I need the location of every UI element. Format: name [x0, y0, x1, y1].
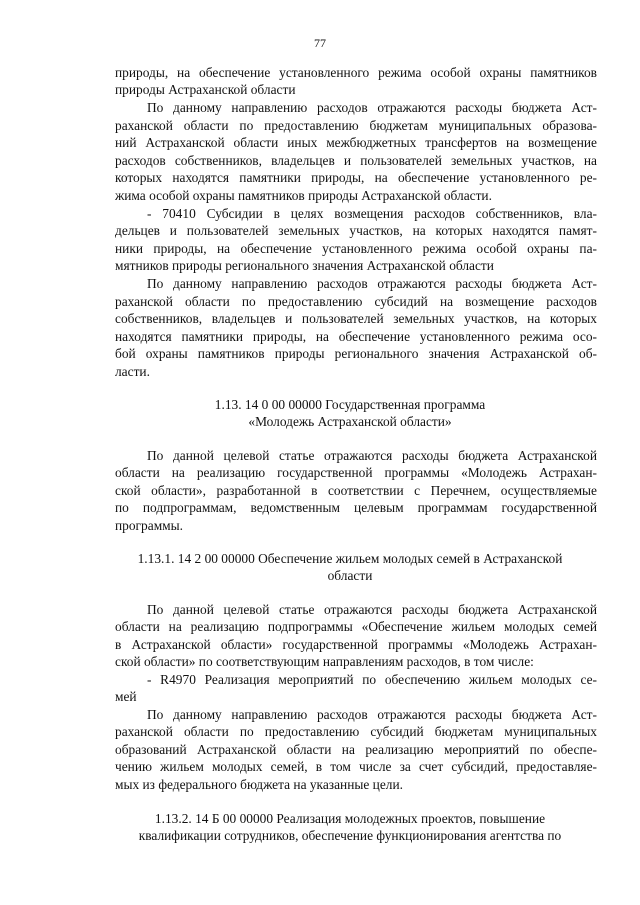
text-line: собственников, владельцев и пользователей земельных участков, на которых [115, 311, 597, 326]
text-line: - 70410 Субсидии в целях возмещения расходов собственников, вла- [147, 206, 597, 221]
text-line: ской области» по соответствующим направлениям расходов, в том числе: [115, 654, 534, 669]
text-line: природы Астраханской области [115, 82, 296, 97]
text-line: мятников природы регионального значения Астраханской области [115, 258, 494, 273]
text-line: дельцев и пользователей земельных участков, на которых находятся памят- [115, 223, 597, 238]
section-heading: «Молодежь Астраханской области» [248, 414, 452, 429]
text-line: чению жильем молодых семей, в том числе за счет субсидий, предоставляе- [115, 759, 597, 774]
text-line: бой охраны памятников природы регионального значения Астраханской об- [115, 346, 597, 361]
section-heading: квалификации сотрудников, обеспечение функционирования агентства по [138, 828, 562, 843]
text-line: ласти. [115, 364, 150, 379]
text-line: По данному направлению расходов отражаются расходы бюджета Аст- [147, 276, 597, 291]
section-heading: 1.13.2. 14 Б 00 00000 Реализация молодежных проектов, повышение [154, 811, 546, 826]
text-line: ники природы, на обеспечение установленного режима особой охраны па- [115, 241, 597, 256]
text-line: жима особой охраны памятников природы Астраханской области. [115, 188, 492, 203]
text-line: области на реализацию подпрограммы «Обеспечение жильем молодых семей [115, 619, 597, 634]
text-line: мей [115, 689, 137, 704]
text-line: в Астраханской области» государственной программы «Молодежь Астрахан- [115, 637, 597, 652]
text-line: расходов собственников, владельцев и пользователей земельных участков, на [115, 153, 597, 168]
text-line: мых из федерального бюджета на указанные цели. [115, 777, 403, 792]
text-line: ний Астраханской области иных межбюджетных трансфертов на возмещение [115, 135, 597, 150]
page-number: 77 [314, 36, 326, 50]
text-line: ской области», разработанной в соответствии с Перечнем, осуществляемые [115, 483, 597, 498]
section-heading: 1.13.1. 14 2 00 00000 Обеспечение жильем молодых семей в Астраханской [137, 551, 563, 566]
text-line: по подпрограммам, ведомственным целевым программам государственной [115, 500, 597, 515]
text-line: По данной целевой статье отражаются расходы бюджета Астраханской [147, 448, 597, 463]
text-line: природы, на обеспечение установленного режима особой охраны памятников [115, 65, 597, 80]
section-heading: 1.13. 14 0 00 00000 Государственная программа [214, 397, 486, 412]
text-line: раханской области по предоставлению субсидий бюджетам муниципальных [115, 724, 597, 739]
text-line: - R4970 Реализация мероприятий по обеспечению жильем молодых се- [147, 672, 597, 687]
text-line: которых находятся памятники природы, на обеспечение установленного ре- [115, 170, 597, 185]
text-line: программы. [115, 518, 183, 533]
text-line: образований Астраханской области на реализацию мероприятий по обеспе- [115, 742, 597, 757]
section-heading: области [327, 568, 373, 583]
text-line: находятся памятники природы, на обеспечение установленного режима осо- [115, 329, 597, 344]
text-line: раханской области по предоставлению субсидий на возмещение расходов [115, 294, 597, 309]
text-line: По данному направлению расходов отражаются расходы бюджета Аст- [147, 707, 597, 722]
text-line: области на реализацию государственной программы «Молодежь Астрахан- [115, 465, 597, 480]
text-line: раханской области по предоставлению бюджетам муниципальных образова- [115, 118, 597, 133]
text-line: По данной целевой статье отражаются расходы бюджета Астраханской [147, 602, 597, 617]
text-line: По данному направлению расходов отражаются расходы бюджета Аст- [147, 100, 597, 115]
